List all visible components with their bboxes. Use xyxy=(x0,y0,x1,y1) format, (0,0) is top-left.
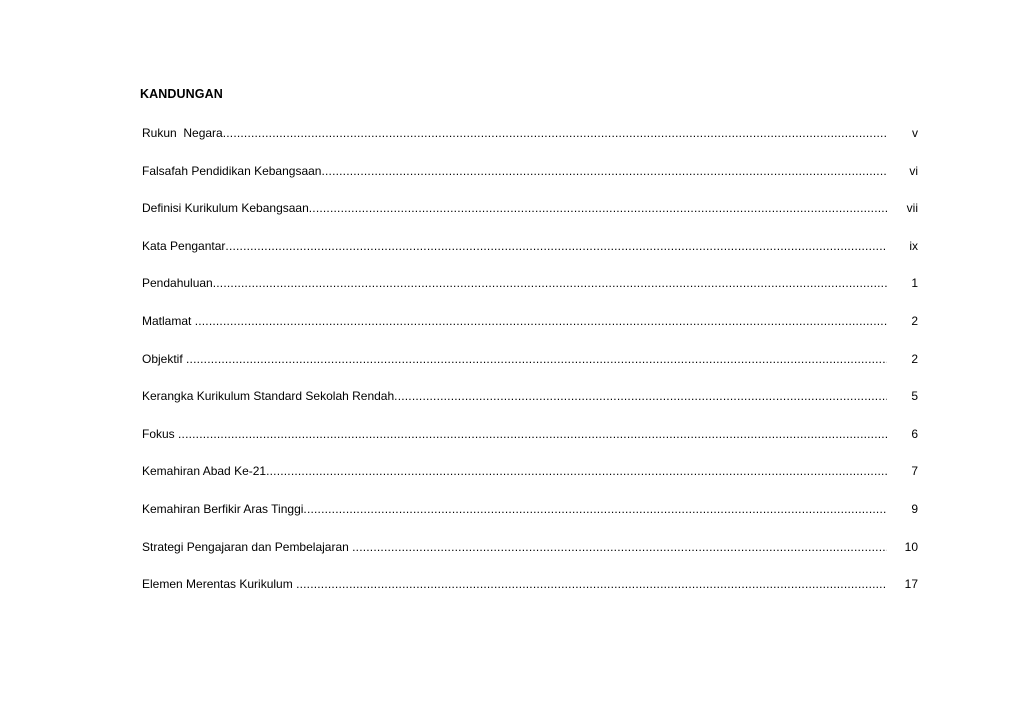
toc-entry-page: 10 xyxy=(904,539,918,554)
toc-entry-page: 2 xyxy=(911,313,918,328)
toc-heading: KANDUNGAN xyxy=(140,87,223,101)
toc-leader-dots xyxy=(352,538,887,556)
toc-entry-label: Elemen Merentas Kurikulum xyxy=(142,577,297,592)
toc-entry-label: Rukun Negara xyxy=(142,126,223,140)
toc-entry-label: Kemahiran Abad Ke-21 xyxy=(142,464,267,479)
toc-entry-page: 5 xyxy=(911,389,918,404)
toc-entry-page: 6 xyxy=(911,426,918,441)
toc-entry-objektif[interactable] xyxy=(142,350,922,388)
toc-entry-label: Strategi Pengajaran dan Pembelajaran xyxy=(142,539,353,554)
toc-entry-page: v xyxy=(912,126,918,140)
toc-entry-label: Definisi Kurikulum Kebangsaan xyxy=(142,201,309,216)
toc-entry-page: vi xyxy=(909,163,918,178)
toc-entry-label: Falsafah Pendidikan Kebangsaan xyxy=(142,163,322,178)
toc-entry-kerangka-kurikulum[interactable] xyxy=(142,387,922,425)
toc-entry-kemahiran-berfikir[interactable] xyxy=(142,500,922,538)
toc-entry-page: 9 xyxy=(911,501,918,516)
toc-entry-label: Matlamat xyxy=(142,313,195,328)
toc-entry-fokus[interactable] xyxy=(142,425,922,463)
toc-entry-falsafah-pendidikan[interactable] xyxy=(142,162,922,200)
toc-leader-dots xyxy=(223,124,887,142)
toc-entry-label: Kerangka Kurikulum Standard Sekolah Rendah xyxy=(142,389,395,404)
toc-entry-kemahiran-abad[interactable] xyxy=(142,462,922,500)
toc-leader-dots xyxy=(394,387,887,405)
toc-entry-page: 2 xyxy=(911,351,918,366)
toc-leader-dots xyxy=(186,350,887,368)
toc-entry-pendahuluan[interactable] xyxy=(142,274,922,312)
toc-leader-dots xyxy=(266,462,887,480)
toc-leader-dots xyxy=(321,162,887,180)
toc-entry-rukun-negara[interactable] xyxy=(142,124,922,162)
toc-entry-page: 17 xyxy=(904,577,918,592)
toc-leader-dots xyxy=(213,274,887,292)
toc-leader-dots xyxy=(225,237,887,255)
toc-entry-label: Objektif xyxy=(142,351,187,366)
toc-entry-definisi-kurikulum[interactable] xyxy=(142,199,922,237)
toc-entry-label: Pendahuluan xyxy=(142,276,213,291)
table-of-contents xyxy=(142,124,922,613)
toc-entry-matlamat[interactable] xyxy=(142,312,922,350)
toc-leader-dots xyxy=(303,500,887,518)
toc-entry-elemen-merentas[interactable] xyxy=(142,575,922,613)
toc-entry-label: Fokus xyxy=(142,426,179,441)
toc-entry-label: Kemahiran Berfikir Aras Tinggi xyxy=(142,501,304,516)
toc-entry-label: Kata Pengantar xyxy=(142,238,226,253)
toc-leader-dots xyxy=(309,199,887,217)
toc-entry-page: ix xyxy=(909,238,918,253)
toc-leader-dots xyxy=(195,312,887,330)
toc-entry-page: vii xyxy=(906,201,918,216)
toc-entry-kata-pengantar[interactable] xyxy=(142,237,922,275)
toc-leader-dots xyxy=(178,425,887,443)
toc-entry-page: 1 xyxy=(911,276,918,291)
toc-leader-dots xyxy=(296,575,887,593)
toc-entry-page: 7 xyxy=(911,464,918,479)
toc-entry-strategi-pengajaran[interactable] xyxy=(142,538,922,576)
